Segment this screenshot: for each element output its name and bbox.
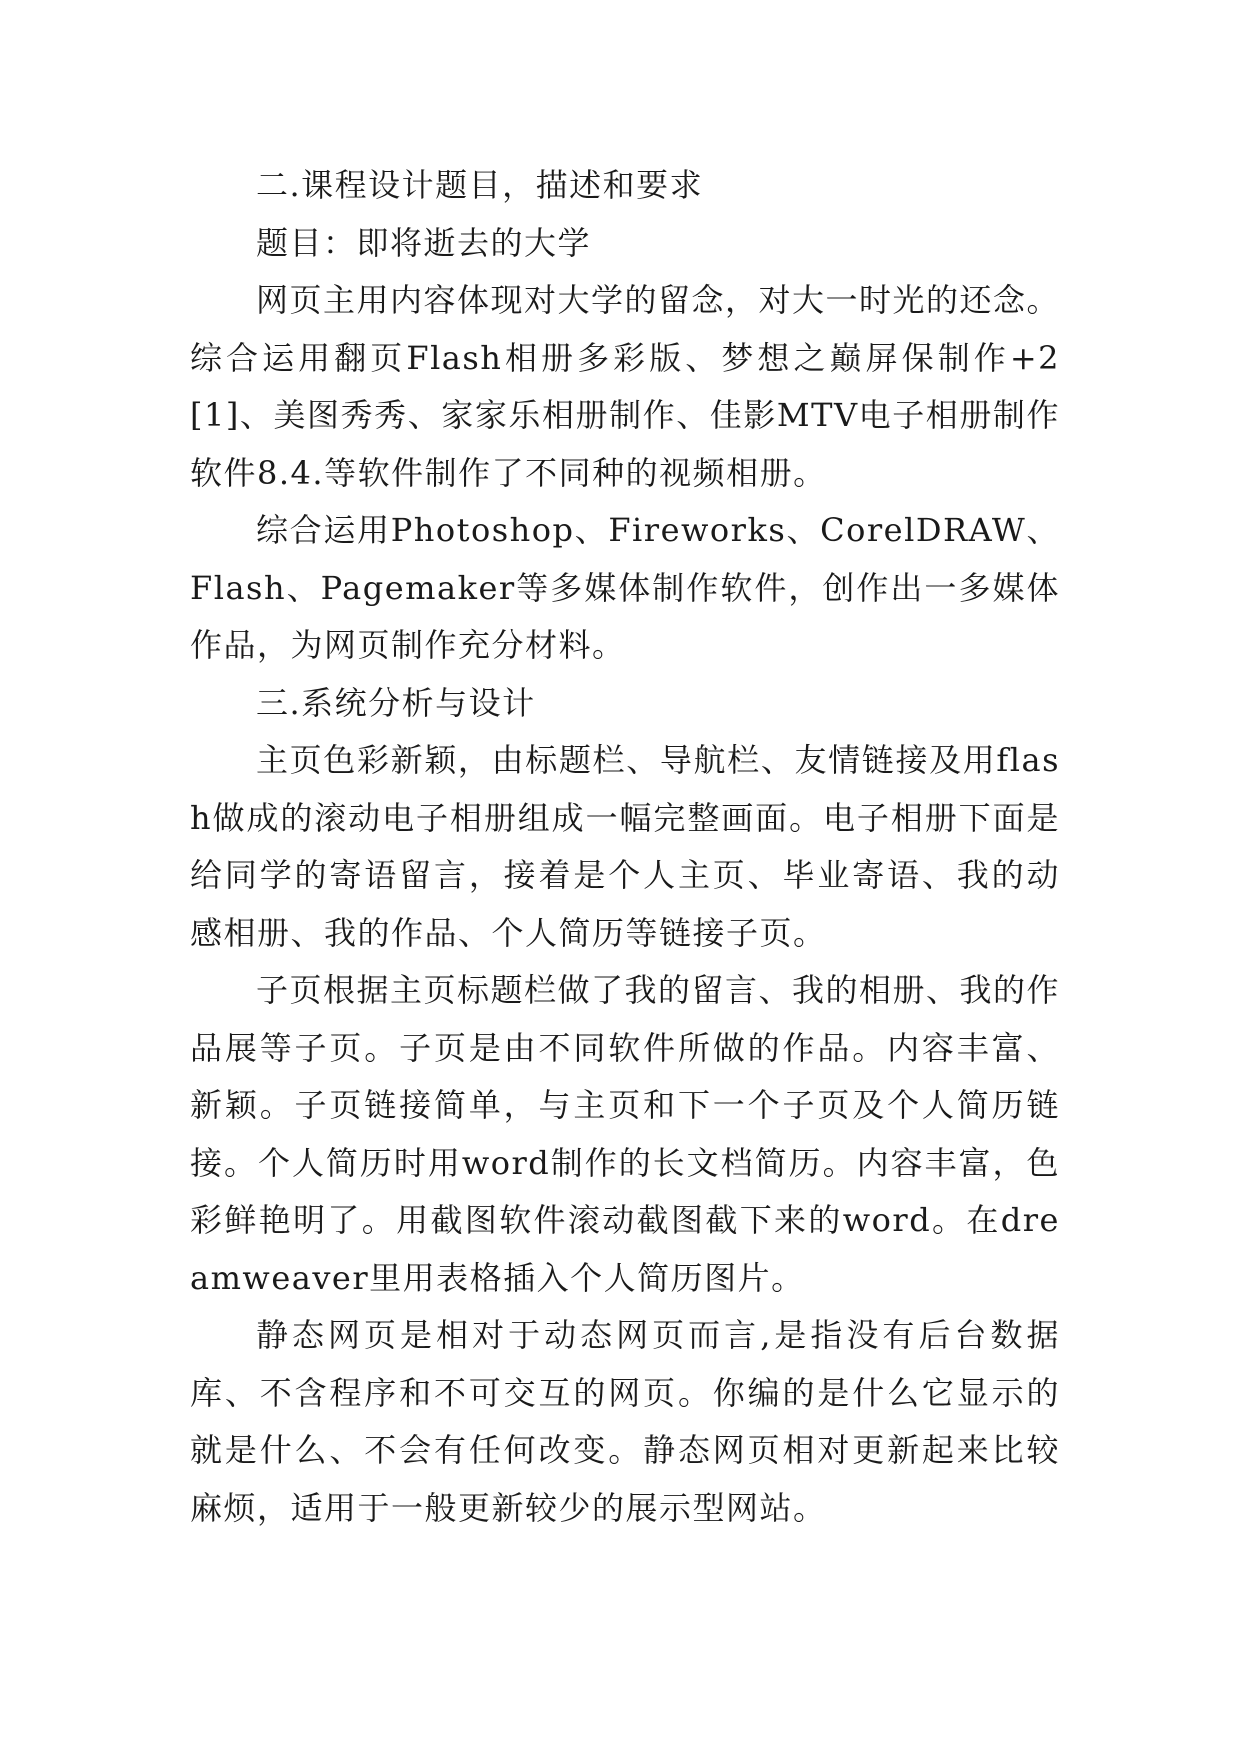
section-heading-three: 三.系统分析与设计 xyxy=(256,683,536,722)
paragraph-content-overview: 网页主用内容体现对大学的留念，对大一时光的还念。综合运用翻页Flash相册多彩版、梦想之巅屏保制作+2[1]、美图秀秀、家家乐相册制作、佳影MTV电子相册制作软件8.4.等软件制作了不同种的视频相册。 xyxy=(190,281,1061,492)
section-heading-two: 二.课程设计题目，描述和要求 xyxy=(256,166,704,204)
document-body xyxy=(190,157,1060,1537)
topic-title: 题目：即将逝去的大学 xyxy=(256,223,592,262)
paragraph-homepage-design: 主页色彩新颖，由标题栏、导航栏、友情链接及用flash做成的滚动电子相册组成一幅完整画面。电子相册下面是给同学的寄语留言，接着是个人主页、毕业寄语、我的动感相册、我的作品、个人简历等链接子页。 xyxy=(190,741,1060,952)
paragraph-subpage-design: 子页根据主页标题栏做了我的留言、我的相册、我的作品展等子页。子页是由不同软件所做的作品。内容丰富、新颖。子页链接简单，与主页和下一个子页及个人简历链接。个人简历时用word制作的长文档简历。内容丰富，色彩鲜艳明了。用截图软件滚动截图截下来的word。在dreamweaver里用表格插入个人简历图片。 xyxy=(190,971,1061,1297)
paragraph-software-tools: 综合运用Photoshop、Fireworks、CorelDRAW、Flash、Pagemaker等多媒体制作软件，创作出一多媒体作品，为网页制作充分材料。 xyxy=(190,511,1060,664)
paragraph-static-pages: 静态网页是相对于动态网页而言,是指没有后台数据库、不含程序和不可交互的网页。你编的是什么它显示的就是什么、不会有任何改变。静态网页相对更新起来比较麻烦，适用于一般更新较少的展示型网站。 xyxy=(190,1316,1060,1527)
